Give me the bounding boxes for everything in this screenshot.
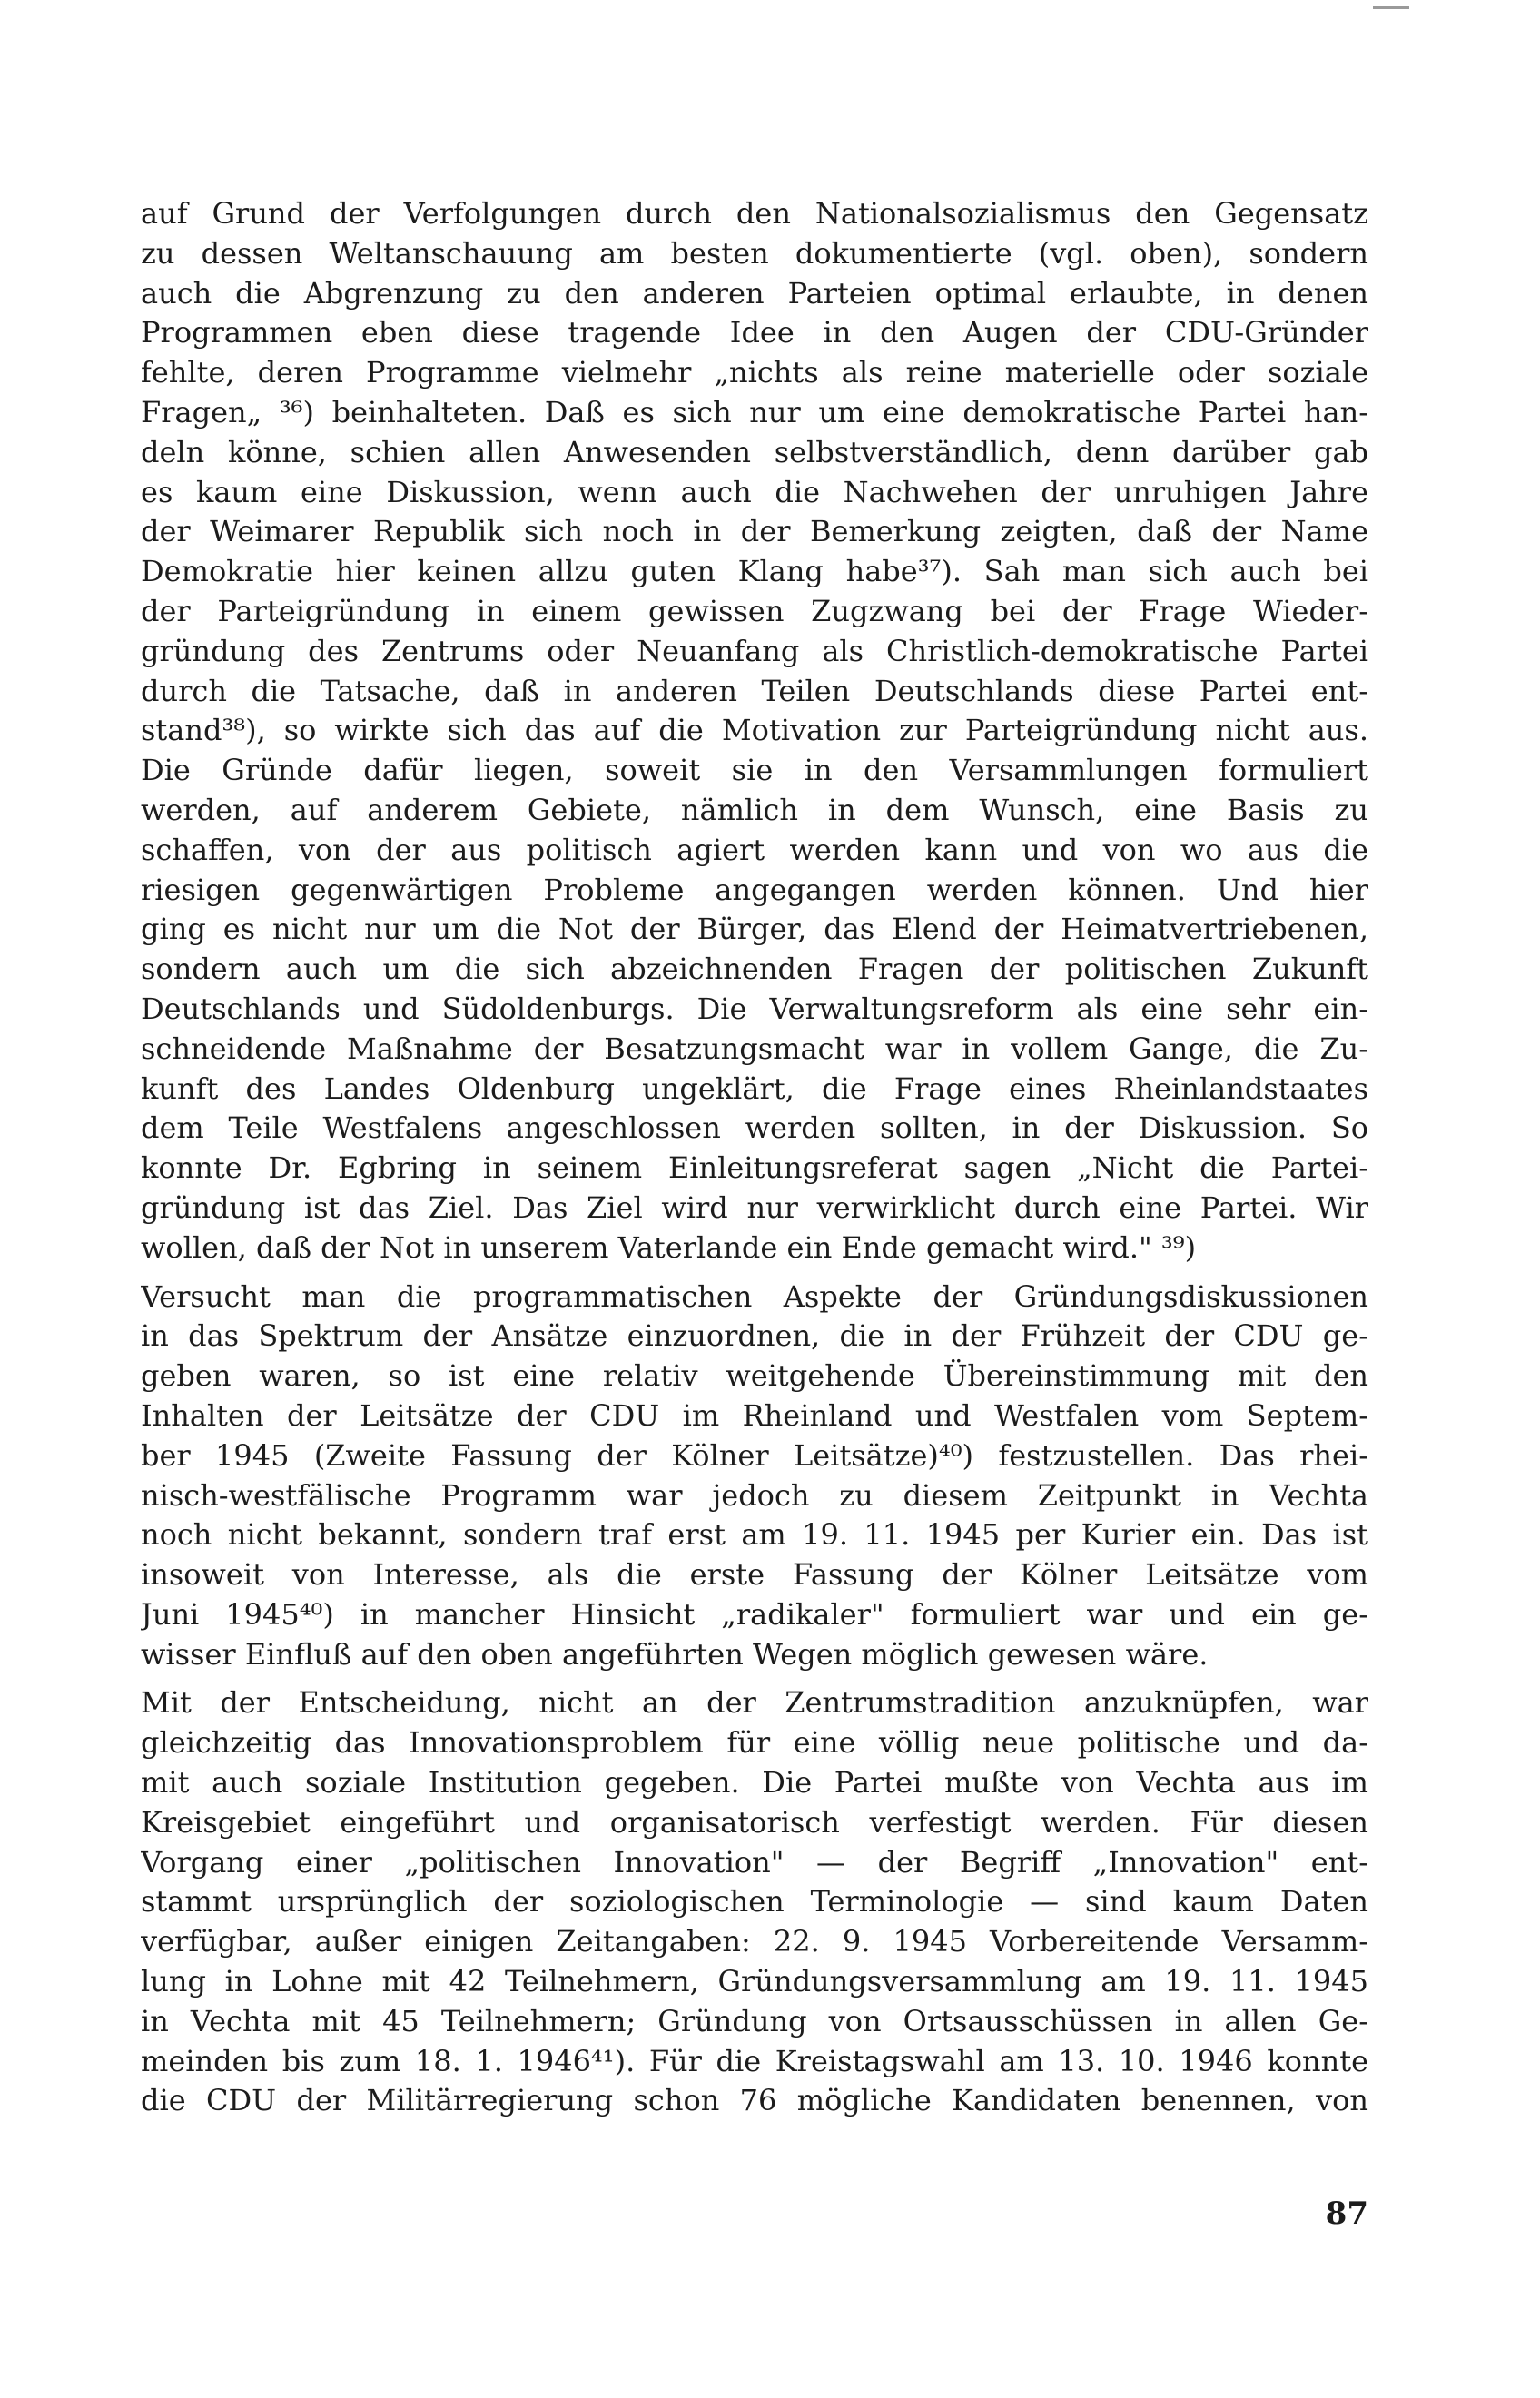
- text-line: dem Teile Westfalens angeschlossen werden sollten, in der Diskussion. So: [141, 1110, 1368, 1146]
- text-line: Demokratie hier keinen allzu guten Klang habe³⁷). Sah man sich auch bei: [141, 554, 1368, 589]
- text-line: ber 1945 (Zweite Fassung der Kölner Leitsätze)⁴⁰) festzustellen. Das rhei-: [141, 1437, 1368, 1473]
- scan-edge-mark: [1373, 6, 1409, 9]
- text-line: verfügbar, außer einigen Zeitangaben: 22. 9. 1945 Vorbereitende Versamm-: [141, 1924, 1368, 1959]
- text-line: der Parteigründung in einem gewissen Zugzwang bei der Frage Wieder-: [141, 593, 1368, 628]
- text-line: auch die Abgrenzung zu den anderen Parteien optimal erlaubte, in denen: [141, 275, 1368, 311]
- text-line: sondern auch um die sich abzeichnenden Fragen der politischen Zukunft: [141, 952, 1368, 987]
- text-line: meinden bis zum 18. 1. 1946⁴¹). Für die Kreistagswahl am 13. 10. 1946 konnte: [141, 2043, 1368, 2078]
- text-line: wollen, daß der Not in unserem Vaterlande ein Ende gemacht wird." ³⁹): [141, 1229, 1197, 1265]
- text-line: die CDU der Militärregierung schon 76 mögliche Kandidaten benennen, von: [141, 2083, 1368, 2118]
- text-line: stand³⁸), so wirkte sich das auf die Motivation zur Parteigründung nicht aus.: [141, 713, 1368, 748]
- text-line: zu dessen Weltanschauung am besten dokumentierte (vgl. oben), sondern: [141, 235, 1368, 271]
- text-line: gründung des Zentrums oder Neuanfang als Christlich-demokratische Partei: [141, 633, 1368, 668]
- text-line: ging es nicht nur um die Not der Bürger, das Elend der Heimatvertriebenen,: [141, 912, 1368, 947]
- text-line: Fragen„ ³⁶) beinhalteten. Daß es sich nur um eine demokratische Partei han-: [141, 394, 1368, 429]
- text-line: riesigen gegenwärtigen Probleme angegangen werden können. Und hier: [141, 872, 1368, 907]
- text-line: Versucht man die programmatischen Aspekte der Gründungsdiskussionen: [141, 1278, 1368, 1314]
- text-line: kunft des Landes Oldenburg ungeklärt, die Frage eines Rheinlandstaates: [141, 1071, 1368, 1106]
- paragraph-2: [141, 1278, 1368, 1675]
- text-line: Deutschlands und Südoldenburgs. Die Verwaltungsreform als eine sehr ein-: [141, 991, 1368, 1026]
- paragraph-3: [141, 1683, 1368, 2121]
- text-line: stammt ursprünglich der soziologischen Terminologie — sind kaum Daten: [141, 1884, 1368, 1919]
- text-line: gleichzeitig das Innovationsproblem für eine völlig neue politische und da-: [141, 1725, 1368, 1761]
- text-line: Vorgang einer „politischen Innovation" — der Begriff „Innovation" ent-: [141, 1844, 1368, 1880]
- text-line: konnte Dr. Egbring in seinem Einleitungsreferat sagen „Nicht die Partei-: [141, 1150, 1368, 1186]
- text-line: gründung ist das Ziel. Das Ziel wird nur verwirklicht durch eine Partei. Wir: [141, 1189, 1368, 1225]
- text-line: werden, auf anderem Gebiete, nämlich in dem Wunsch, eine Basis zu: [141, 792, 1368, 827]
- text-line: wisser Einfluß auf den oben angeführten Wegen möglich gewesen wäre.: [141, 1636, 1209, 1672]
- text-line: Juni 1945⁴⁰) in mancher Hinsicht „radikaler" formuliert war und ein ge-: [141, 1596, 1368, 1632]
- text-line: lung in Lohne mit 42 Teilnehmern, Gründungsversammlung am 19. 11. 1945: [141, 1964, 1368, 1999]
- text-line: schneidende Maßnahme der Besatzungsmacht war in vollem Gange, die Zu-: [141, 1031, 1368, 1066]
- text-line: schaffen, von der aus politisch agiert werden kann und von wo aus die: [141, 832, 1368, 867]
- text-line: in Vechta mit 45 Teilnehmern; Gründung von Ortsausschüssen in allen Ge-: [141, 2003, 1368, 2038]
- text-line: fehlte, deren Programme vielmehr „nichts als reine materielle oder soziale: [141, 355, 1368, 390]
- text-line: Kreisgebiet eingeführt und organisatorisch verfestigt werden. Für diesen: [141, 1804, 1368, 1840]
- text-line: der Weimarer Republik sich noch in der Bemerkung zeigten, daß der Name: [141, 514, 1368, 549]
- text-line: mit auch soziale Institution gegeben. Die Partei mußte von Vechta aus im: [141, 1765, 1368, 1801]
- body-text: [141, 194, 1368, 2121]
- text-line: noch nicht bekannt, sondern traf erst am 19. 11. 1945 per Kurier ein. Das ist: [141, 1517, 1368, 1553]
- text-line: nisch-westfälische Programm war jedoch zu diesem Zeitpunkt in Vechta: [141, 1477, 1368, 1513]
- text-line: durch die Tatsache, daß in anderen Teilen Deutschlands diese Partei ent-: [141, 673, 1368, 708]
- text-line: in das Spektrum der Ansätze einzuordnen, die in der Frühzeit der CDU ge-: [141, 1318, 1368, 1354]
- text-line: Die Gründe dafür liegen, soweit sie in den Versammlungen formuliert: [141, 753, 1368, 788]
- text-line: deln könne, schien allen Anwesenden selbstverständlich, denn darüber gab: [141, 434, 1368, 469]
- page-number: 87: [1325, 2196, 1368, 2232]
- text-line: auf Grund der Verfolgungen durch den Nationalsozialismus den Gegensatz: [141, 196, 1368, 231]
- text-line: Inhalten der Leitsätze der CDU im Rheinland und Westfalen vom Septem-: [141, 1397, 1368, 1433]
- text-line: es kaum eine Diskussion, wenn auch die Nachwehen der unruhigen Jahre: [141, 474, 1368, 509]
- text-line: insoweit von Interesse, als die erste Fassung der Kölner Leitsätze vom: [141, 1557, 1368, 1593]
- paragraph-1: [141, 194, 1368, 1268]
- text-line: Mit der Entscheidung, nicht an der Zentrumstradition anzuknüpfen, war: [141, 1685, 1368, 1721]
- text-line: Programmen eben diese tragende Idee in den Augen der CDU-Gründer: [141, 315, 1368, 350]
- text-line: geben waren, so ist eine relativ weitgehende Übereinstimmung mit den: [141, 1358, 1368, 1394]
